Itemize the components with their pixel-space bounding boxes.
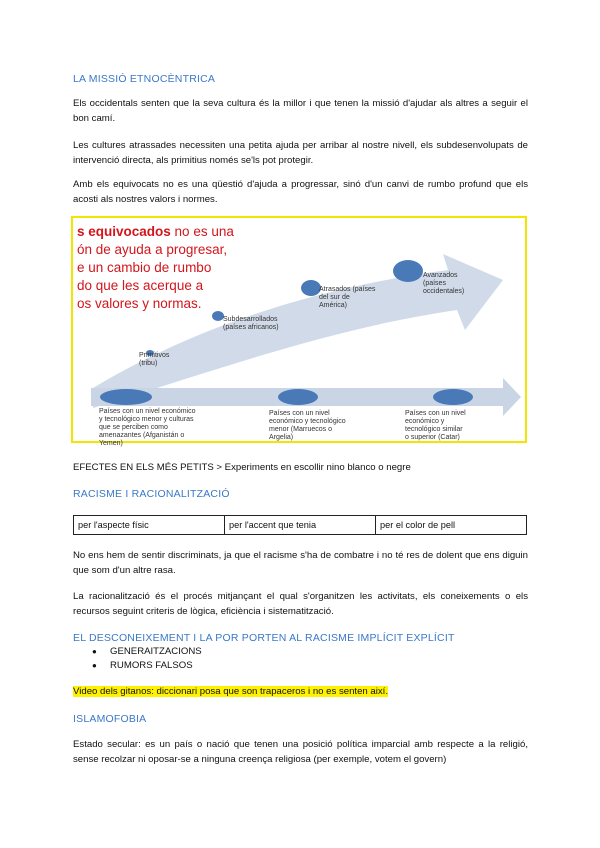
label-bottom-3: Países con un nivel económico y tecnológico similar o superior (Catar) [405, 410, 466, 441]
heading-missio-etnocentrica: LA MISSIÓ ETNOCÈNTRICA [73, 73, 216, 85]
paragraph-cultures-atrassades: Les cultures atrassades necessiten una petita ajuda per arribar al nostre nivell, els subdesenvolupats de intervenció directa, als primitius només se'ls pot protegir. [73, 140, 528, 166]
label-primitivos: Primitivos (tribu) [139, 352, 170, 367]
label-bottom-2: Países con un nivel económico y tecnológico menor (Marruecos o Argelia) [269, 410, 346, 441]
label-avanzados: Avanzados (países occidentales) [423, 272, 465, 295]
diagram-red-caption [77, 223, 237, 313]
heading-desconeixement: EL DESCONEIXEMENT I LA POR PORTEN AL RACISME IMPLÍCIT EXPLÍCIT [73, 632, 455, 644]
list-item: ● GENERAITZACIONS [92, 645, 202, 659]
circle-bottom-1 [100, 389, 152, 405]
paragraph-discriminats: No ens hem de sentir discriminats, ja que el racisme s'ha de combatre i no té res de dolent que ens diguin que som d'un altre rasa. [73, 550, 528, 576]
label-atrasados: Atrasados (países del sur de América) [319, 286, 376, 309]
circle-atrasados [301, 280, 321, 296]
circle-avanzados [393, 260, 423, 282]
circle-bottom-3 [433, 389, 473, 405]
red-caption-line4: do que les acerque a [77, 278, 204, 293]
highlighted-text: Video dels gitanos: diccionari posa que son trapaceros i no es senten així. [73, 686, 389, 697]
red-caption-bold: s equivocados [77, 224, 171, 239]
label-bottom-1: Países con un nivel económico y tecnológico menor y culturas que se perciben como amenazantes (Afganistán o Yemen) [99, 408, 196, 447]
paragraph-occidentals: Els occidentals senten que la seva cultura és la millor i que tenen la missió d'ajudar als altres a seguir el bon camí. [73, 98, 528, 124]
paragraph-racionalitzacio: La racionalització és el procés mitjançant el qual s'organitzen les activitats, els coneixements o els recursos seguint criteris de lògica, eficiència i sistematització. [73, 591, 528, 617]
label-subdesarrollados: Subdesarrollados (países africanos) [223, 316, 279, 331]
red-caption-line3: e un cambio de rumbo [77, 260, 212, 275]
heading-islamofobia: ISLAMOFOBIA [73, 713, 147, 725]
paragraph-video-gitanos [73, 685, 528, 700]
list-item: ● RUMORS FALSOS [92, 659, 202, 673]
heading-racisme: RACISME I RACIONALITZACIÓ [73, 488, 230, 500]
circle-bottom-2 [278, 389, 318, 405]
paragraph-equivocats: Amb els equivocats no es una qüestió d'ajuda a progressar, sinó d'un canvi de rumbo profund que els acosti als nostres valors i normes. [73, 179, 528, 205]
red-caption-line1: no es una [170, 224, 234, 239]
diagram-image [71, 216, 527, 447]
table-cell: per el color de pell [380, 520, 456, 530]
red-caption-line2: ón de ayuda a progresar, [77, 242, 228, 257]
table-cell: per l'accent que tenia [225, 516, 376, 534]
table-cell: per l'aspecte físic [74, 516, 225, 534]
red-caption-line5: os valores y normas. [77, 296, 202, 311]
paragraph-estado-secular: Estado secular: es un país o nació que tenen una posició política imparcial amb respecte a la religió, sense recolzar ni oposar-se a ninguna creença religiosa (per exemple, votem el govern) [73, 739, 528, 765]
paragraph-efectes: EFECTES EN ELS MÉS PETITS > Experiments en escollir nino blanco o negre [73, 462, 411, 473]
reasons-table [73, 515, 527, 535]
bullet-list [92, 645, 202, 673]
